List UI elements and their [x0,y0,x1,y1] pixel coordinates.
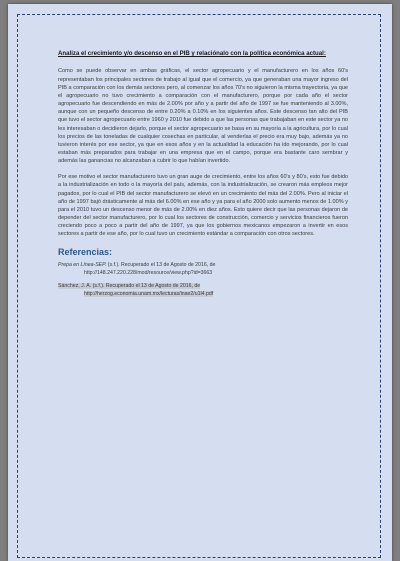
document-content [58,50,348,303]
paragraph-agropecuario: Como se puede observar en ambas gráficas, el sector agropecuario y el manufacturero en los años 60's representaban los principales sectores de trabajo al igual que el comercio, ya que generaban una mayor ingreso del PIB a comparación con los demás sectores pero, al comenzar los años 70's no siguieron la misma trayectoria, ya que el agropecuario no tuvo crecimiento a comparación con el manufacturero, porque por cada año el sector agropecuario fue descendiendo en más de 2.00% por año y a partir del año de 1997 se fue manteniendo al 3.00%, aunque con un pequeño descenso de entre 0.20% a 0.10% en los siguientes años. Este descenso tan alto del PIB que tuvo el sector agropecuario entre 1960 y 2010 fue debido a que las personas que trabajaban en este sector ya no les interesaban o decidieron dejarlo, porque el sector agropecuario se basa en su mayoría a la agricultura, por lo cual los precios de las toneladas de cualquier cosechas en particular, al venderlas el precio era muy bajo, además ya no tuvieron interés por ese sector, ya que en esos años y en la actualidad la educación ha ido mejorando, por lo cual estaban más preparados para trabajar en una empresa que en el campo, porque era bastante caro sembrar y además las ganancias no alcanzaban a cubrir lo que habían invertido. [58,68,348,165]
reference-author: Prepa en Línea-SEP. [58,261,107,268]
reference-url[interactable]: http://148.247.220.228/mod/resource/view.php?id=3663 [84,269,213,276]
reference-author: Sánchez, J. A. [58,282,92,289]
reference-item [58,282,348,298]
reference-text: (s.f.). Recuperado el 13 de Agosto de 2016, de [106,261,216,268]
reference-item [58,261,348,277]
paragraph-manufacturero: Por ese motivo el sector manufacturero tuvo un gran auge de crecimiento, entre los años 60's y 80's, esto fue debido a la industrialización en todo o la mayoría del país, además, con la industrialización, se crearon más empleos mejor pagados, por lo cual el PIB del sector manufacturero se elevó en un crecimiento del más del 2.00%. Pero al iniciar el año de 1997 bajó drásticamente al más del 6.00% en ese año y ya para el año 2000 solo aumento menos de 1.00% y para el 2010 tuvo un descenso menor de más de 2.00% en diez años. Esto quiere decir que las personas dejaron de depender del sector manufacturero, por lo cual los sectores de construcción, comercio y servicios financieros fueron creciendo poco a poco a partir del año de 1997, ya que los gobiernos mexicanos empezaron a invertir en esos sectores a partir de ese año, por lo cual tuvo un crecimiento estándar a comparación con otros sectores. [58,174,348,238]
reference-url[interactable]: http://herzog.economia.unam.mx/lecturas/inae2/u1l4.pdf [84,290,214,297]
section-heading: Analiza el crecimiento y/o descenso en el PIB y relaciónalo con la política económica actual: [58,50,326,57]
references-title: Referencias: [58,246,113,257]
document-page [8,4,392,561]
reference-text: (s.f.). Recuperado el 13 de Agosto de 2016, de [91,282,201,289]
